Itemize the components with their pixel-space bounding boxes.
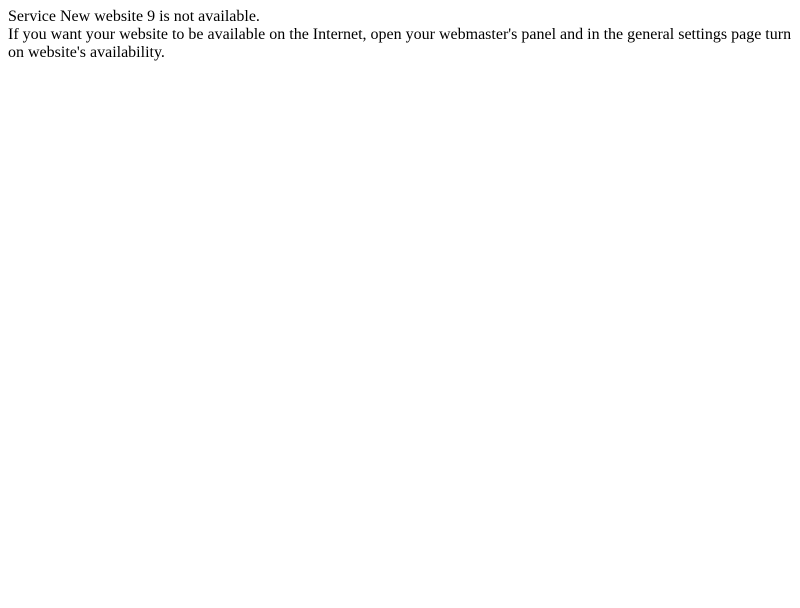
website-unavailable-notice xyxy=(8,8,792,62)
instruction-message: If you want your website to be available on the Internet, open your webmaster's panel and in the general settings page turn on website's availability. xyxy=(8,26,792,61)
service-status-message: Service New website 9 is not available. xyxy=(8,8,260,25)
